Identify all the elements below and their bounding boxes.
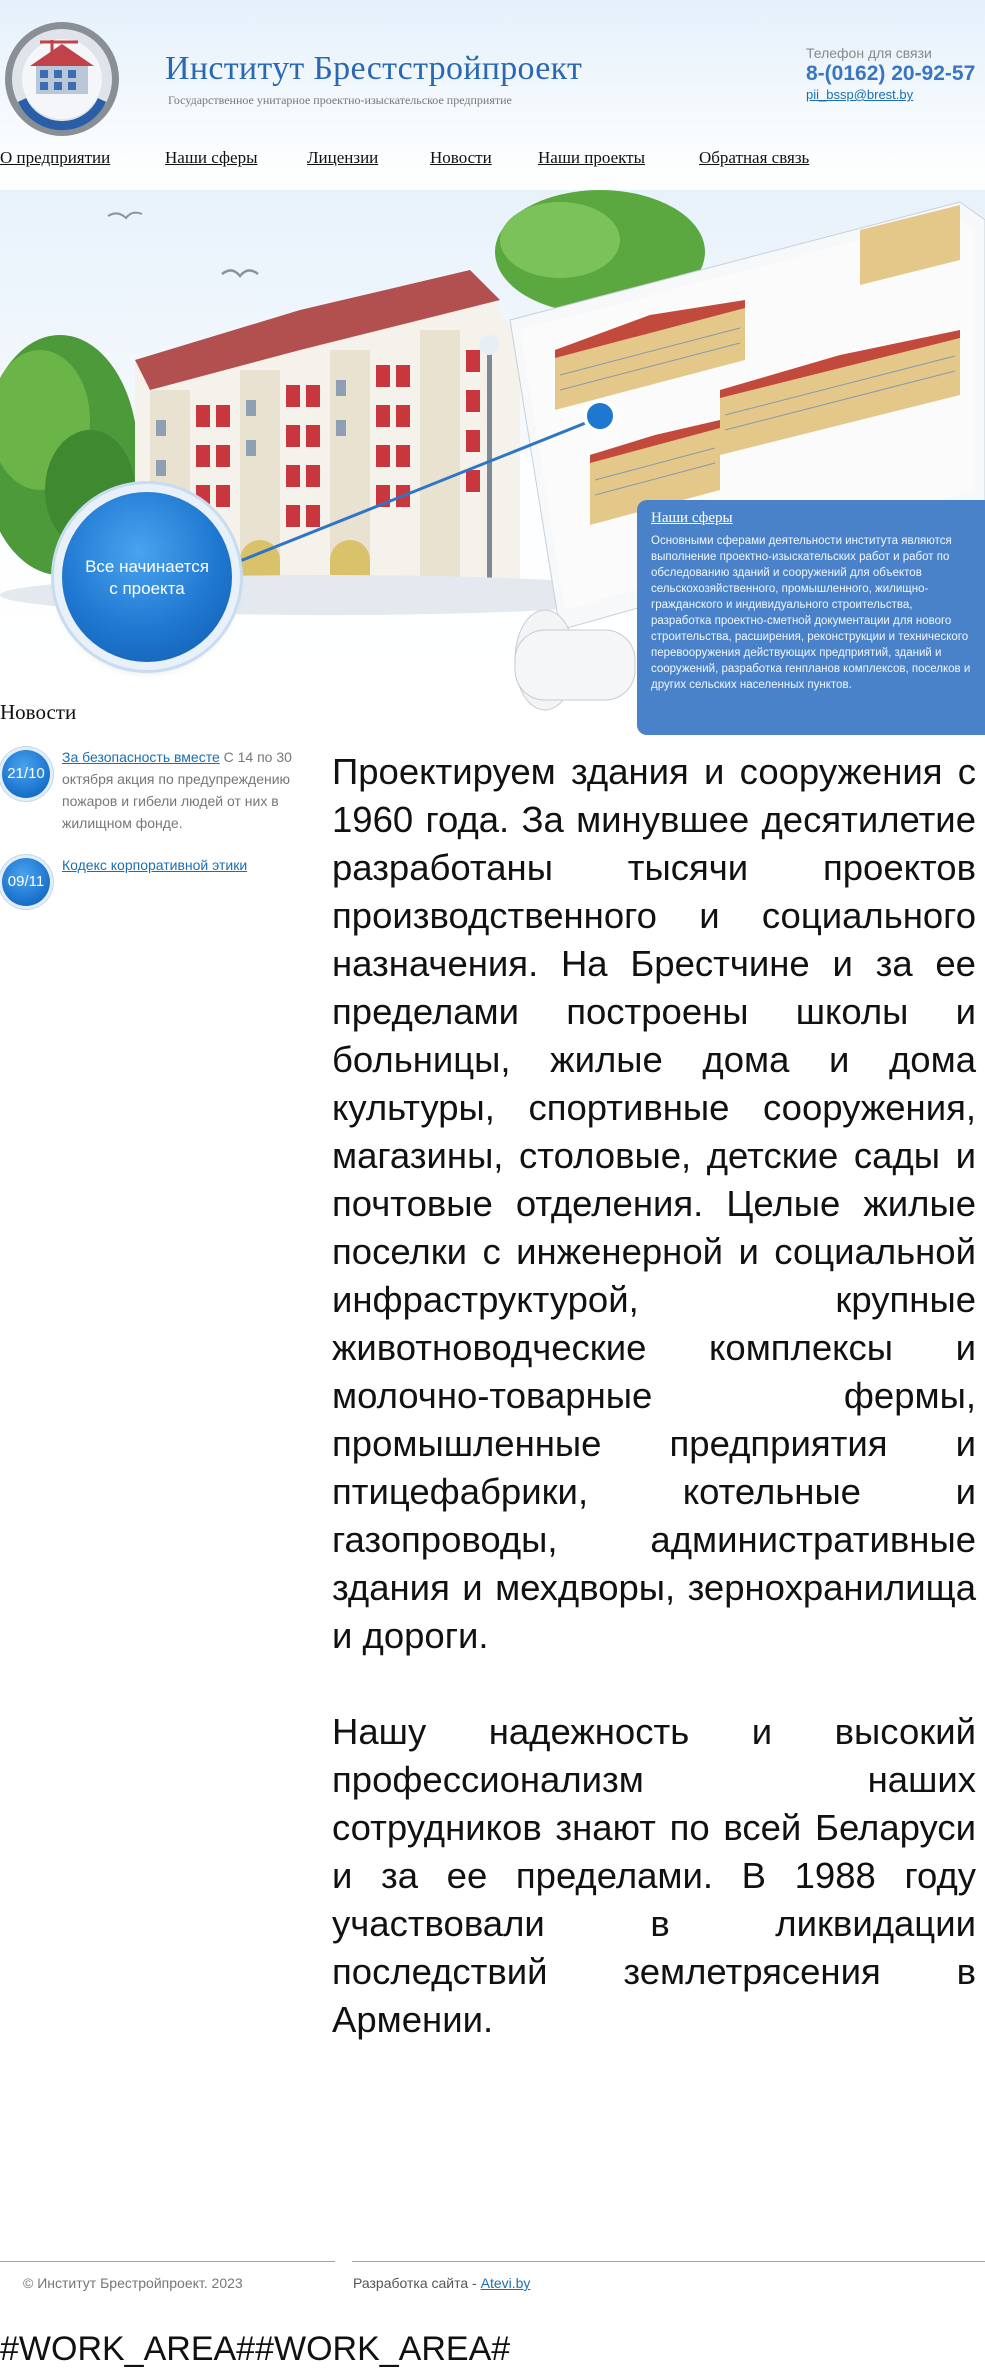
nav-item-news[interactable]: Новости <box>430 148 492 167</box>
hero-circle-text: Все начинается с проекта <box>85 557 209 598</box>
intro-paragraph: Проектируем здания и сооружения с 1960 года. За минувшее десятилетие разработаны тысячи проектов производственного и социального назначения. На Брестчине и за ее пределами построены школы и больницы, жилые дома и дома культуры, спортивные сооружения, магазины, столовые, детские сады и почтовые отделения. Целые жилые поселки с инженерной и социальной инфраструктурой, крупные животноводческие комплексы и молочно-товарные фермы, промышленные предприятия и птицефабрики, котельные и газопроводы, административные здания и мехдворы, зернохранилища и дороги. <box>332 751 976 1656</box>
news-body <box>62 854 302 876</box>
news-body <box>62 746 302 834</box>
nav-item-feedback[interactable]: Обратная связь <box>699 148 810 167</box>
phone-label: Телефон для связи <box>806 45 932 61</box>
nav-item-licenses[interactable]: Лицензии <box>307 148 379 167</box>
footer-developer-credit <box>353 2275 530 2291</box>
spheres-panel-text: Основными сферами деятельности института являются выполнение проектно-изыскательских работ и работ по обследованию зданий и сооружений для объектов сельскохозяйственного, промышленного, жилищно-гражданского и индивидуального строительства, разработка проектно-сметной документации для нового строительства, расширения, реконструкции и технического перевооружения действующих предприятий, зданий и сооружений, разработка генпланов комплексов, поселков и других сельских населенных пунктов. <box>651 535 971 691</box>
nav-item-about[interactable]: О предприятии <box>0 148 111 167</box>
footer-divider <box>352 2261 985 2262</box>
email-link[interactable]: pii_bssp@brest.by <box>806 87 914 102</box>
developer-prefix: Разработка сайта - <box>353 2275 481 2291</box>
phone-number: 8-(0162) 20-92-57 <box>806 62 976 85</box>
news-date-badge: 09/11 <box>2 858 50 906</box>
spheres-panel-title[interactable]: Наши сферы <box>651 510 733 526</box>
news-text: С 14 по 30 октября акция по предупреждению пожаров и гибели людей от них в жилищном фонде. <box>62 749 292 831</box>
header <box>0 0 985 190</box>
company-logo[interactable] <box>0 20 124 138</box>
news-date-badge: 21/10 <box>2 750 50 798</box>
news-link[interactable]: За безопасность вместе <box>62 749 220 765</box>
site-subtitle: Государственное унитарное проектно-изыскательское предприятие <box>168 93 512 107</box>
reliability-paragraph: Нашу надежность и высокий профессионализм наших сотрудников знают по всей Беларуси и за ее пределами. В 1988 году участвовали в ликвидации последствий землетрясения в Армении. <box>332 1711 976 2040</box>
news-heading: Новости <box>0 700 77 724</box>
nav-item-spheres[interactable]: Наши сферы <box>165 148 258 167</box>
main-content <box>332 748 976 2044</box>
developer-link[interactable]: Atevi.by <box>480 2275 531 2291</box>
hero-banner <box>0 190 985 735</box>
footer-divider <box>0 2261 335 2262</box>
nav-item-projects[interactable]: Наши проекты <box>538 148 645 167</box>
footer-copyright: © Институт Брестройпроект. 2023 <box>23 2275 243 2291</box>
spheres-panel <box>637 500 985 735</box>
hero-circle-button[interactable] <box>62 492 232 662</box>
news-link[interactable]: Кодекс корпоративной этики <box>62 857 248 873</box>
work-area-placeholder: #WORK_AREA##WORK_AREA# <box>0 2330 511 2368</box>
site-title[interactable]: Институт Брестстройпроект <box>165 50 583 87</box>
